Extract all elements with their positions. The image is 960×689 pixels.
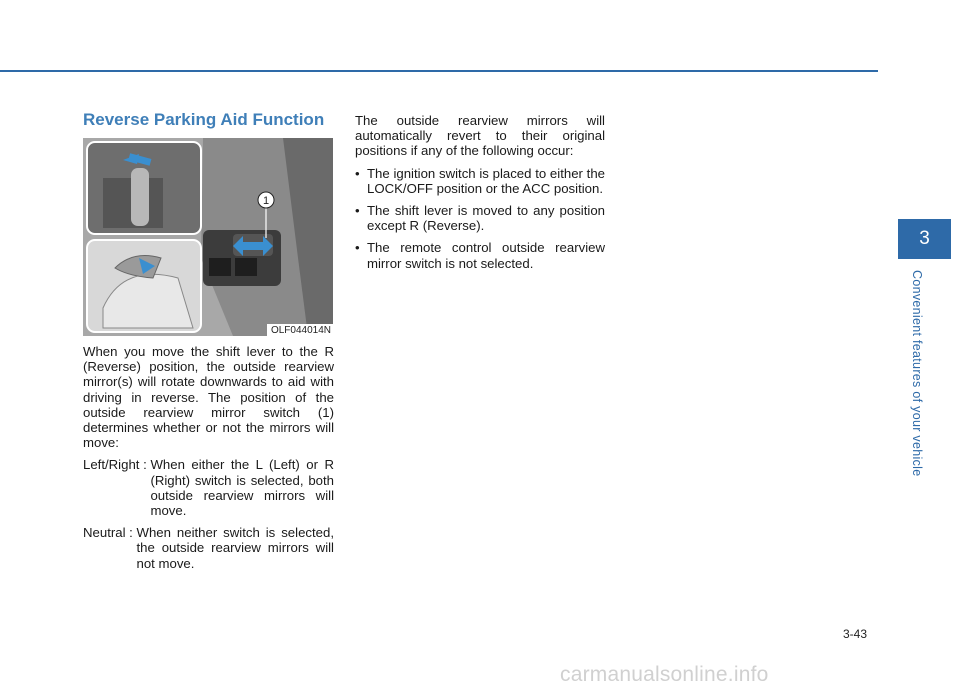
bullet-icon: •	[355, 165, 360, 181]
bullet-icon: •	[355, 203, 360, 219]
window-switch-1	[209, 258, 231, 276]
intro-paragraph: When you move the shift lever to the R (Reverse) position, the outside rearview mirror(s) will rotate downwards to aid with driving in reverse. The position of the outside rearview mirror switch (1) determines whether or not the mirrors will move:	[83, 344, 334, 451]
header-rule	[0, 70, 878, 72]
window-switch-2	[235, 258, 257, 276]
watermark: carmanualsonline.info	[560, 663, 769, 686]
definition-desc: When neither switch is selected, the outside rearview mirrors will not move.	[136, 525, 334, 571]
bullet-icon: •	[355, 240, 360, 256]
list-item-text: The remote control outside rearview mirror switch is not selected.	[367, 240, 605, 271]
condition-list	[355, 166, 605, 271]
list-item-text: The ignition switch is placed to either the LOCK/OFF position or the ACC position.	[367, 165, 605, 196]
list-item	[355, 166, 605, 196]
chapter-tab[interactable]: 3	[898, 219, 951, 259]
figure-code: OLF044014N	[267, 324, 333, 336]
definition-term: Left/Right :	[83, 457, 151, 473]
list-item	[355, 203, 605, 233]
definition-neutral	[83, 525, 334, 571]
chapter-title: Convenient features of your vehicle	[910, 270, 924, 477]
definition-desc: When either the L (Left) or R (Right) switch is selected, both outside rearview mirrors will move.	[150, 457, 334, 519]
page-number: 3-43	[843, 627, 868, 641]
callout-number: 1	[262, 195, 270, 207]
definition-left-right	[83, 457, 334, 518]
figure-drawing	[83, 138, 333, 336]
left-column	[83, 344, 334, 571]
shift-lever	[131, 168, 149, 226]
section-title: Reverse Parking Aid Function	[83, 110, 325, 129]
definition-term: Neutral :	[83, 525, 137, 541]
mirror-arrow-body	[241, 242, 265, 250]
revert-paragraph: The outside rearview mirrors will automatically revert to their original positions if any of the following occur:	[355, 113, 605, 159]
list-item-text: The shift lever is moved to any position except R (Reverse).	[367, 203, 605, 234]
list-item	[355, 240, 605, 270]
right-column	[355, 113, 605, 278]
figure-illustration	[83, 138, 333, 336]
